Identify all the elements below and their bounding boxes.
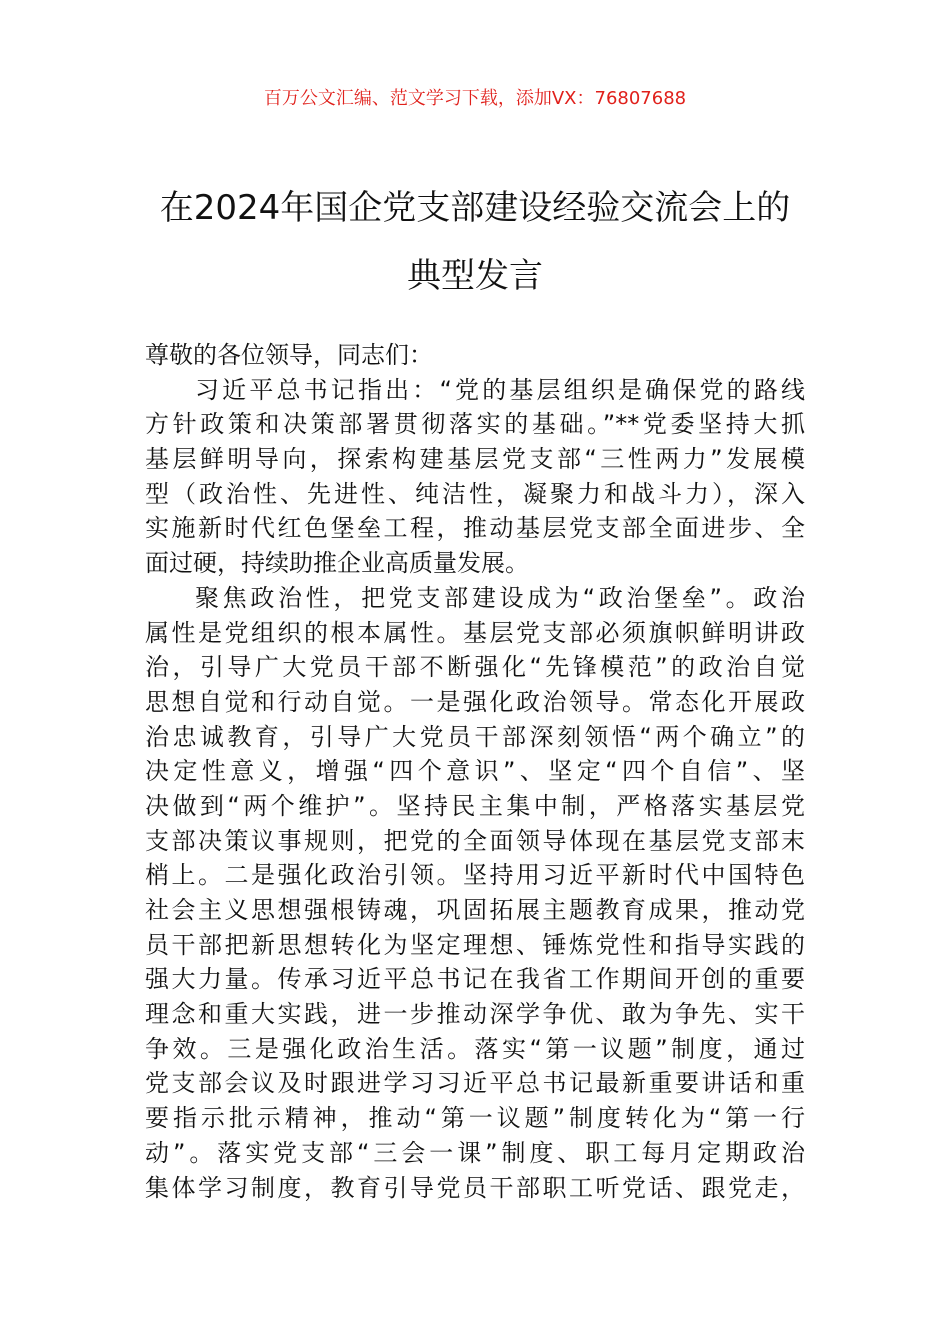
document-title-line-2: 典型发言 xyxy=(407,256,543,296)
text-line: 治忠诚教育，引导广大党员干部深刻领悟“两个确立”的 xyxy=(145,722,805,751)
text-line: 实施新时代红色堡垒工程，推动基层党支部全面进步、全 xyxy=(145,514,805,543)
text-line: 决做到“两个维护”。坚持民主集中制，严格落实基层党 xyxy=(145,791,805,820)
document-title-line-1: 在2024年国企党支部建设经验交流会上的 xyxy=(159,188,791,228)
text-line: 理念和重大实践，进一步推动深学争优、敢为争先、实干 xyxy=(145,1000,805,1029)
text-line: 治，引导广大党员干部不断强化“先锋模范”的政治自觉 xyxy=(145,653,805,682)
text-line: 聚焦政治性，把党支部建设成为“政治堡垒”。政治 xyxy=(195,583,805,612)
text-line: 尊敬的各位领导，同志们： xyxy=(145,341,433,369)
text-line: 支部决策议事规则，把党的全面领导体现在基层党支部末 xyxy=(145,826,805,855)
text-line: 社会主义思想强根铸魂，巩固拓展主题教育成果，推动党 xyxy=(145,896,805,924)
text-line: 面过硬，持续助推企业高质量发展。 xyxy=(145,549,529,578)
text-line: 基层鲜明导向，探索构建基层党支部“三性两力”发展模 xyxy=(145,445,805,474)
text-line: 属性是党组织的根本属性。基层党支部必须旗帜鲜明讲政 xyxy=(145,618,805,647)
text-line: 型（政治性、先进性、纯洁性，凝聚力和战斗力），深入 xyxy=(145,479,805,508)
text-line: 争效。三是强化政治生活。落实“第一议题”制度，通过 xyxy=(145,1034,805,1063)
text-line: 习近平总书记指出：“党的基层组织是确保党的路线 xyxy=(195,375,805,404)
text-line: 要指示批示精神，推动“第一议题”制度转化为“第一行 xyxy=(145,1104,805,1133)
watermark-header: 百万公文汇编、范文学习下载，添加VX：76807688 xyxy=(263,88,687,109)
text-line: 强大力量。传承习近平总书记在我省工作期间开创的重要 xyxy=(145,965,805,994)
text-line: 方针政策和决策部署贯彻落实的基础。”**党委坚持大抓 xyxy=(145,410,805,439)
document-body xyxy=(145,338,805,1205)
text-line: 集体学习制度，教育引导党员干部职工听党话、跟党走， xyxy=(145,1173,805,1202)
text-line: 决定性意义，增强“四个意识”、坚定“四个自信”、坚 xyxy=(145,757,805,786)
text-line: 党支部会议及时跟进学习习近平总书记最新重要讲话和重 xyxy=(145,1069,805,1098)
text-line: 思想自觉和行动自觉。一是强化政治领导。常态化开展政 xyxy=(145,687,805,716)
text-line: 员干部把新思想转化为坚定理想、锤炼党性和指导实践的 xyxy=(145,930,805,959)
text-line: 梢上。二是强化政治引领。坚持用习近平新时代中国特色 xyxy=(145,861,805,890)
text-line: 动”。落实党支部“三会一课”制度、职工每月定期政治 xyxy=(145,1138,805,1167)
